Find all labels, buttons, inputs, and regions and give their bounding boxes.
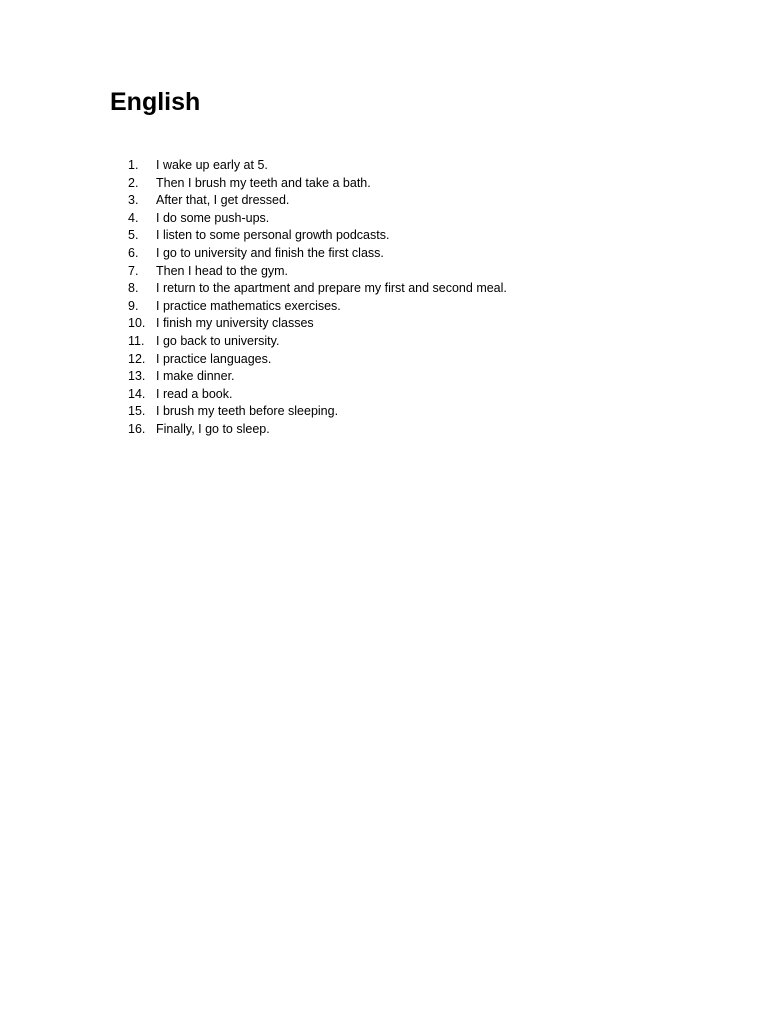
list-item [128, 351, 688, 369]
list-item-text: I wake up early at 5. [156, 158, 268, 172]
list-item-number: 10. [128, 316, 146, 331]
daily-routine-list [128, 157, 688, 439]
list-item-text: Then I head to the gym. [156, 263, 289, 278]
list-item [128, 245, 688, 263]
list-item [128, 368, 688, 386]
list-item-text: Then I brush my teeth and take a bath. [156, 175, 371, 190]
list-item-number: 5. [128, 228, 139, 243]
list-item [128, 263, 688, 281]
list-item [128, 210, 688, 228]
list-item [128, 157, 688, 175]
list-item-text: I read a book. [156, 386, 233, 401]
list-item-number: 14. [128, 386, 146, 401]
list-item-text: I return to the apartment and prepare my first and second meal. [156, 281, 507, 296]
list-item-text: I go back to university. [156, 333, 280, 348]
list-item-text: I do some push-ups. [156, 210, 270, 225]
list-item-text: I practice mathematics exercises. [156, 298, 341, 313]
list-item [128, 192, 688, 210]
list-item-number: 8. [128, 281, 139, 296]
list-item-number: 7. [128, 263, 139, 278]
document-title: English [110, 88, 201, 116]
list-item-text: After that, I get dressed. [156, 193, 290, 208]
list-item [128, 421, 688, 439]
list-item-text: I listen to some personal growth podcasts. [156, 228, 390, 243]
list-item-text: I finish my university classes [156, 316, 314, 331]
list-item-number: 9. [128, 298, 139, 313]
list-item [128, 227, 688, 245]
list-item-text: I practice languages. [156, 351, 272, 366]
list-item-text: I brush my teeth before sleeping. [156, 404, 339, 419]
list-item [128, 403, 688, 421]
list-item-number: 12. [128, 351, 146, 366]
list-item [128, 333, 688, 351]
list-item [128, 315, 688, 333]
list-item-number: 3. [128, 193, 139, 208]
list-item [128, 298, 688, 316]
list-item-number: 4. [128, 210, 139, 225]
list-item-number: 15. [128, 404, 146, 419]
list-item-number: 13. [128, 369, 146, 384]
list-item-number: 16. [128, 421, 146, 436]
list-item-number: 6. [128, 245, 139, 260]
list-item-number: 11. [128, 333, 145, 348]
list-item-number: 1. [128, 158, 139, 172]
list-item-number: 2. [128, 175, 139, 190]
list-item [128, 175, 688, 193]
list-item-text: I go to university and finish the first class. [156, 245, 384, 260]
list-item-text: Finally, I go to sleep. [156, 421, 270, 436]
list-item [128, 280, 688, 298]
list-item [128, 386, 688, 404]
list-item-text: I make dinner. [156, 369, 235, 384]
